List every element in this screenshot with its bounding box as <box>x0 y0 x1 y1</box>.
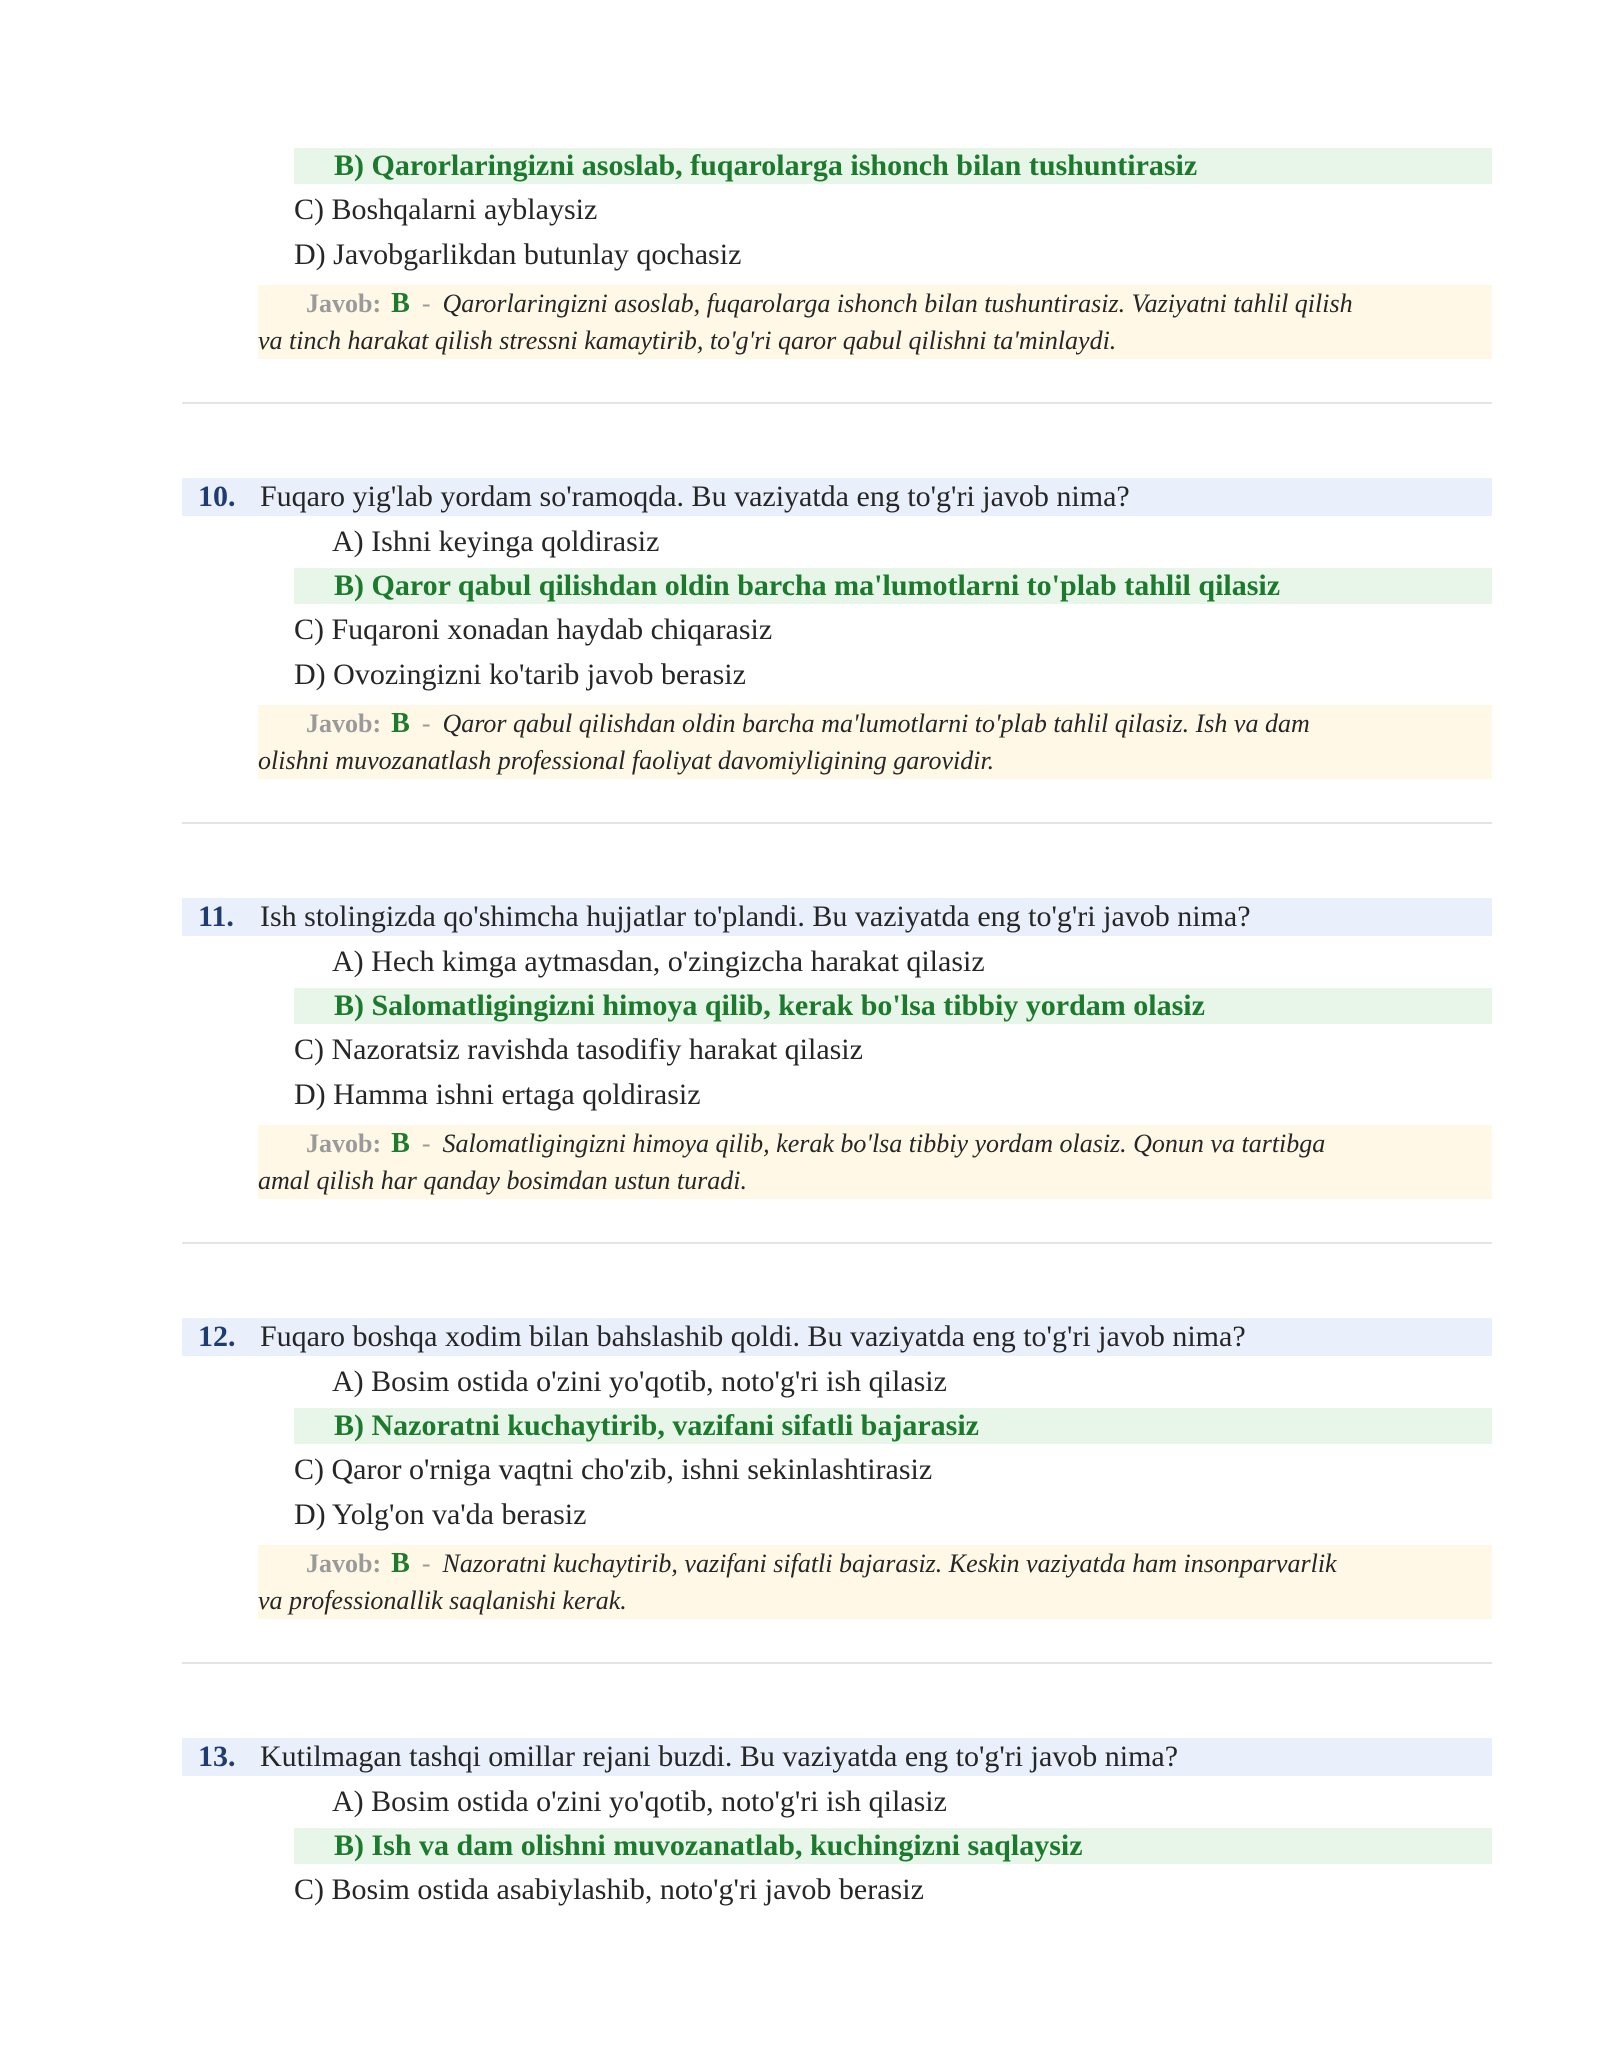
option-d: D) Javobgarlikdan butunlay qochasiz <box>294 238 742 271</box>
answer-line-1: Qaror qabul qilishdan oldin barcha ma'lumotlarni to'plab tahlil qilasiz. Ish va dam <box>442 709 1310 738</box>
answer-box <box>258 1545 1492 1619</box>
correct-option: B) Salomatligingizni himoya qilib, kerak bo'lsa tibbiy yordam olasiz <box>294 988 1492 1024</box>
answer-box <box>258 285 1492 359</box>
answer-label: Javob: <box>306 1549 382 1578</box>
answer-line-2: olishni muvozanatlash professional faoliyat davomiyligining garovidir. <box>258 746 995 775</box>
answer-dash: - <box>421 289 431 318</box>
answer-box <box>258 1125 1492 1199</box>
answer-line-2: va professionallik saqlanishi kerak. <box>258 1586 627 1615</box>
answer-line-1: Salomatligingizni himoya qilib, kerak bo'lsa tibbiy yordam olasiz. Qonun va tartibga <box>442 1129 1326 1158</box>
option-a: A) Bosim ostida o'zini yo'qotib, noto'g'ri ish qilasiz <box>332 1365 947 1398</box>
answer-line-1: Nazoratni kuchaytirib, vazifani sifatli bajarasiz. Keskin vaziyatda ham insonparvarlik <box>442 1549 1337 1578</box>
divider <box>182 402 1492 404</box>
option-c: C) Boshqalarni ayblaysiz <box>294 193 598 226</box>
divider <box>182 822 1492 824</box>
correct-option: B) Qarorlaringizni asoslab, fuqarolarga ishonch bilan tushuntirasiz <box>294 148 1492 184</box>
answer-box <box>258 705 1492 779</box>
correct-option: B) Nazoratni kuchaytirib, vazifani sifatli bajarasiz <box>294 1408 1492 1444</box>
answer-letter: B <box>391 288 410 319</box>
option-d: D) Yolg'on va'da berasiz <box>294 1498 587 1531</box>
answer-dash: - <box>421 1129 431 1158</box>
answer-line-2: amal qilish har qanday bosimdan ustun turadi. <box>258 1166 747 1195</box>
correct-option: B) Ish va dam olishni muvozanatlab, kuchingizni saqlaysiz <box>294 1828 1492 1864</box>
option-a: A) Ishni keyinga qoldirasiz <box>332 525 660 558</box>
question-text: Kutilmagan tashqi omillar rejani buzdi. Bu vaziyatda eng to'g'ri javob nima? <box>260 1740 1179 1773</box>
option-c: C) Nazoratsiz ravishda tasodifiy harakat qilasiz <box>294 1033 863 1066</box>
divider <box>182 1242 1492 1244</box>
answer-dash: - <box>421 1549 431 1578</box>
question-header <box>182 898 1492 936</box>
question-number: 12. <box>198 1320 236 1353</box>
option-c: C) Qaror o'rniga vaqtni cho'zib, ishni sekinlashtirasiz <box>294 1453 933 1486</box>
question-number: 10. <box>198 480 236 513</box>
question-number: 11. <box>198 900 234 933</box>
question-number: 13. <box>198 1740 236 1773</box>
divider <box>182 1662 1492 1664</box>
answer-label: Javob: <box>306 289 382 318</box>
question-header <box>182 1738 1492 1776</box>
question-text: Ish stolingizda qo'shimcha hujjatlar to'plandi. Bu vaziyatda eng to'g'ri javob nima? <box>260 900 1251 933</box>
option-a: A) Hech kimga aytmasdan, o'zingizcha harakat qilasiz <box>332 945 985 978</box>
answer-label: Javob: <box>306 709 382 738</box>
question-header <box>182 1318 1492 1356</box>
question-text: Fuqaro boshqa xodim bilan bahslashib qoldi. Bu vaziyatda eng to'g'ri javob nima? <box>260 1320 1246 1353</box>
answer-dash: - <box>421 709 431 738</box>
answer-letter: B <box>391 1128 410 1159</box>
answer-letter: B <box>391 708 410 739</box>
answer-line-2: va tinch harakat qilish stressni kamaytirib, to'g'ri qaror qabul qilishni ta'minlaydi. <box>258 326 1117 355</box>
answer-letter: B <box>391 1548 410 1579</box>
correct-option: B) Qaror qabul qilishdan oldin barcha ma'lumotlarni to'plab tahlil qilasiz <box>294 568 1492 604</box>
option-d: D) Hamma ishni ertaga qoldirasiz <box>294 1078 701 1111</box>
option-c: C) Fuqaroni xonadan haydab chiqarasiz <box>294 613 773 646</box>
option-c: C) Bosim ostida asabiylashib, noto'g'ri javob berasiz <box>294 1873 924 1906</box>
option-d: D) Ovozingizni ko'tarib javob berasiz <box>294 658 746 691</box>
question-header <box>182 478 1492 516</box>
answer-label: Javob: <box>306 1129 382 1158</box>
option-a: A) Bosim ostida o'zini yo'qotib, noto'g'ri ish qilasiz <box>332 1785 947 1818</box>
question-text: Fuqaro yig'lab yordam so'ramoqda. Bu vaziyatda eng to'g'ri javob nima? <box>260 480 1130 513</box>
answer-line-1: Qarorlaringizni asoslab, fuqarolarga ishonch bilan tushuntirasiz. Vaziyatni tahlil qilish <box>442 289 1353 318</box>
